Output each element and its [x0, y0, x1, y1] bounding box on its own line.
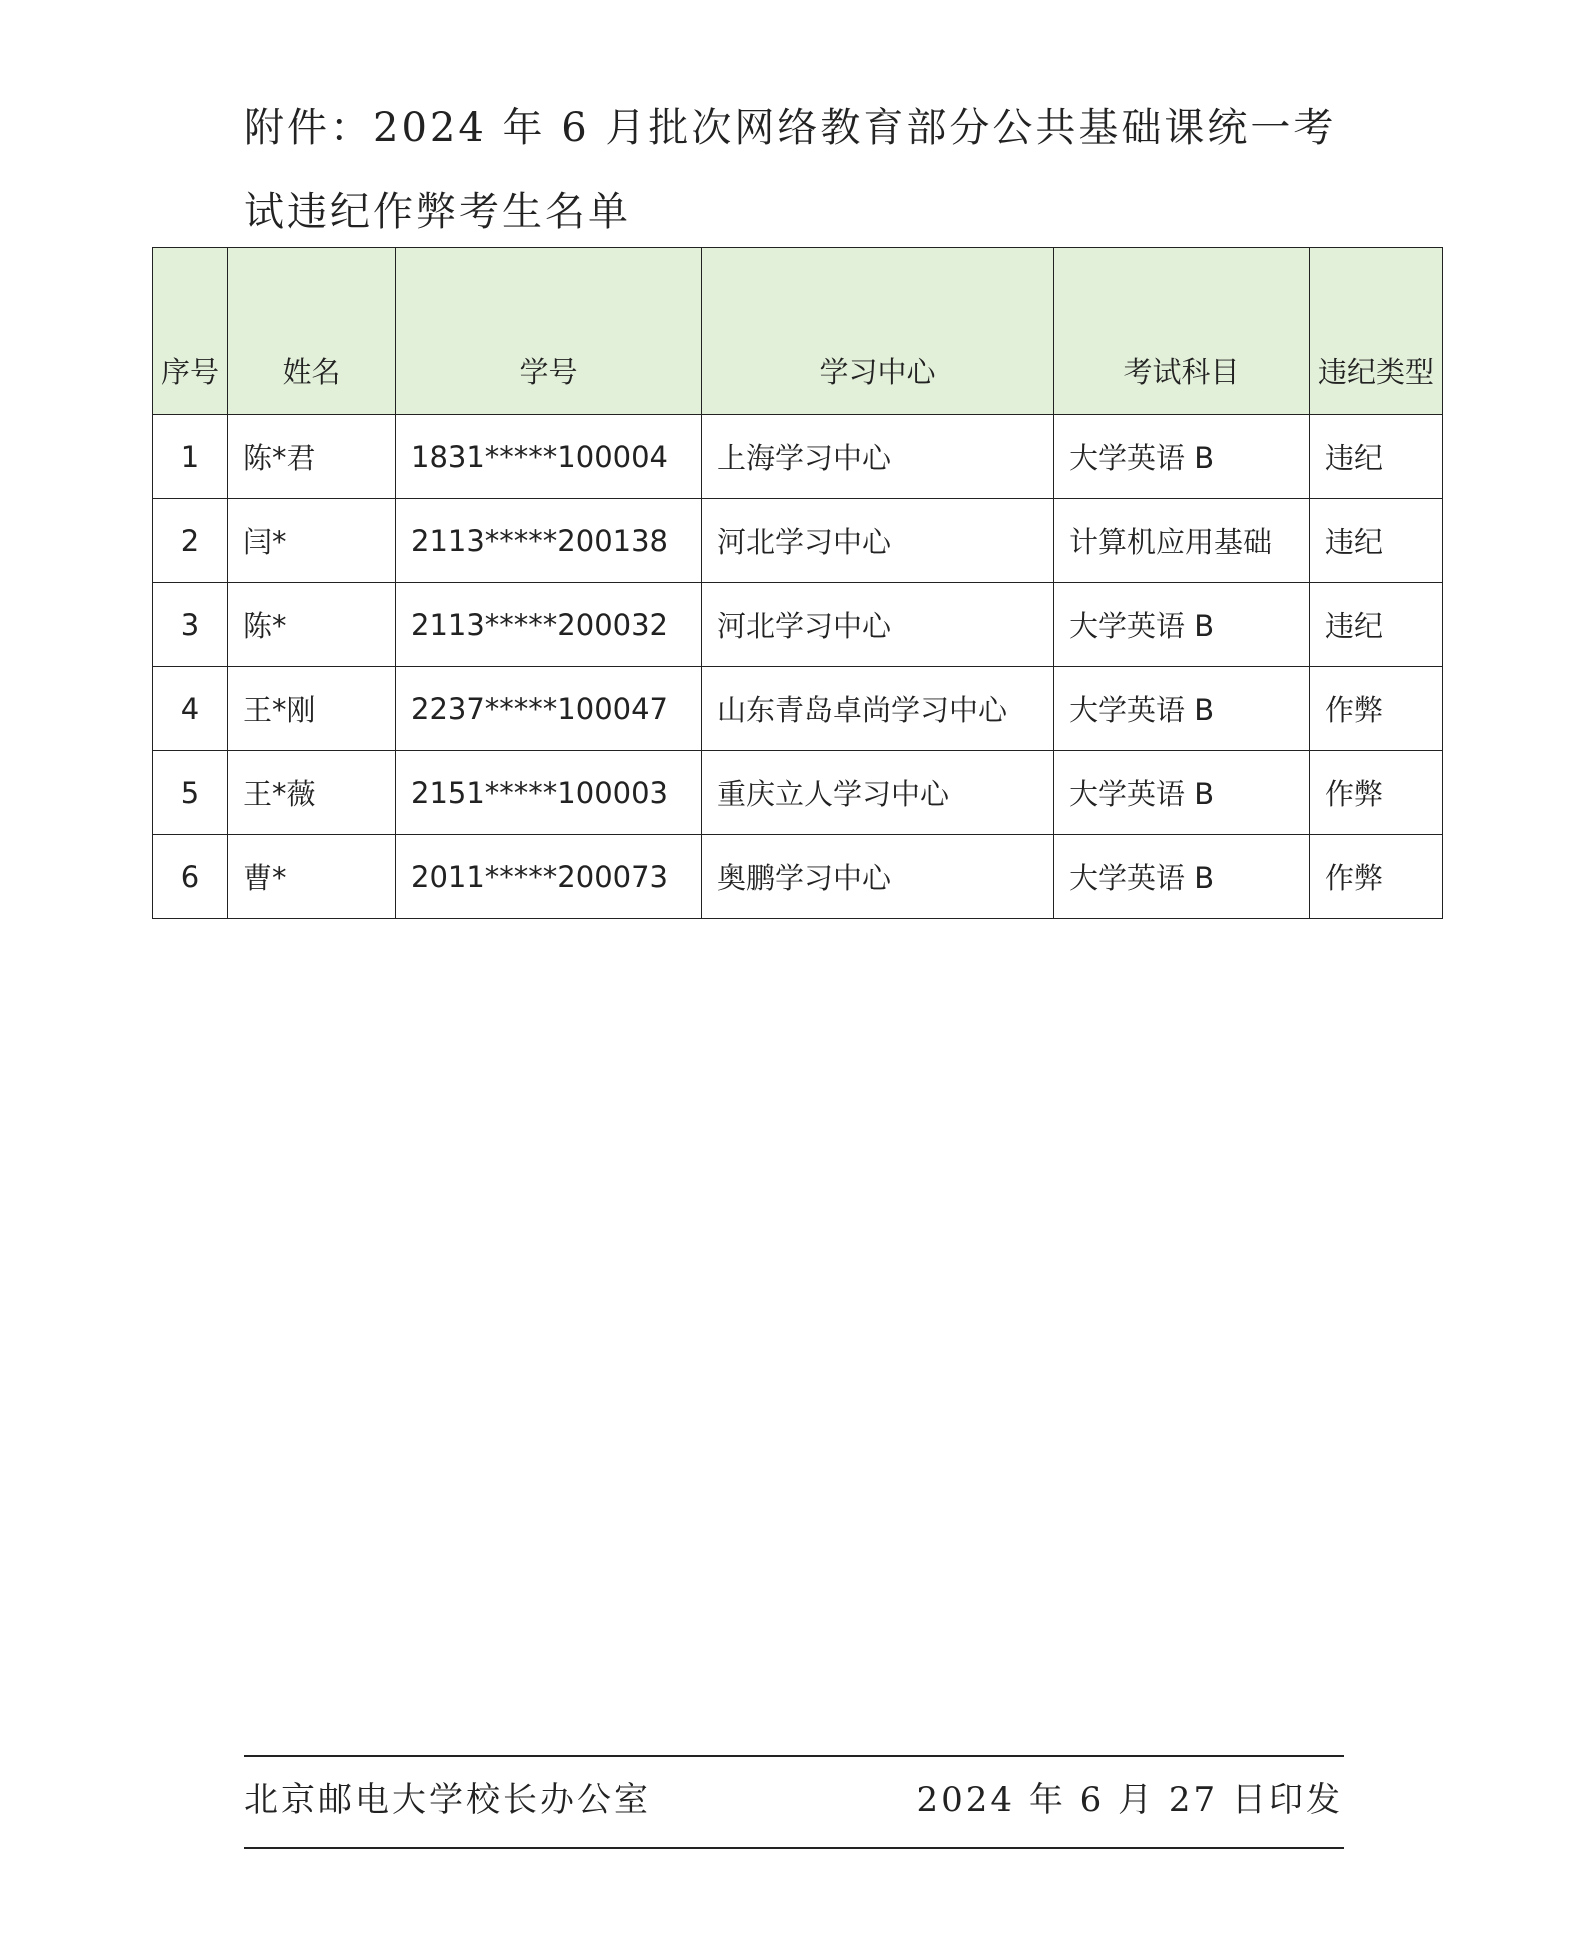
table-row — [153, 499, 1443, 583]
cell-center: 重庆立人学习中心 — [702, 751, 1054, 835]
cell-violation: 违纪 — [1310, 499, 1443, 583]
cell-student-id: 2151*****100003 — [396, 751, 702, 835]
footer-bottom-rule — [244, 1847, 1344, 1849]
cell-violation: 违纪 — [1310, 583, 1443, 667]
header-student-id: 学号 — [396, 248, 702, 415]
cell-center: 奥鹏学习中心 — [702, 835, 1054, 919]
table-row — [153, 415, 1443, 499]
cell-violation: 违纪 — [1310, 415, 1443, 499]
cell-index: 3 — [153, 583, 228, 667]
cell-index: 2 — [153, 499, 228, 583]
footer-date: 2024 年 6 月 27 日印发 — [916, 1780, 1343, 1820]
footer-top-rule — [244, 1755, 1344, 1757]
cell-center: 河北学习中心 — [702, 499, 1054, 583]
cell-center: 河北学习中心 — [702, 583, 1054, 667]
cell-name: 曹* — [228, 835, 396, 919]
header-violation: 违纪类型 — [1310, 248, 1443, 415]
table-header-row — [153, 248, 1443, 415]
cell-student-id: 2011*****200073 — [396, 835, 702, 919]
cell-name: 陈* — [228, 583, 396, 667]
header-subject: 考试科目 — [1054, 248, 1310, 415]
cell-index: 6 — [153, 835, 228, 919]
cell-subject: 计算机应用基础 — [1054, 499, 1310, 583]
cell-center: 山东青岛卓尚学习中心 — [702, 667, 1054, 751]
cell-violation: 作弊 — [1310, 751, 1443, 835]
header-name: 姓名 — [228, 248, 396, 415]
cell-student-id: 2237*****100047 — [396, 667, 702, 751]
cell-index: 1 — [153, 415, 228, 499]
cell-index: 4 — [153, 667, 228, 751]
header-center: 学习中心 — [702, 248, 1054, 415]
cell-name: 闫* — [228, 499, 396, 583]
violation-table — [152, 247, 1443, 919]
cell-name: 王*刚 — [228, 667, 396, 751]
header-index: 序号 — [153, 248, 228, 415]
cell-subject: 大学英语 B — [1054, 583, 1310, 667]
table-row — [153, 751, 1443, 835]
document-title: 附件：2024 年 6 月批次网络教育部分公共基础课统一考试违纪作弊考生名单 — [244, 105, 1337, 235]
cell-subject: 大学英语 B — [1054, 835, 1310, 919]
cell-subject: 大学英语 B — [1054, 667, 1310, 751]
cell-subject: 大学英语 B — [1054, 415, 1310, 499]
table-row — [153, 835, 1443, 919]
table-row — [153, 583, 1443, 667]
footer-issuer: 北京邮电大学校长办公室 — [244, 1780, 651, 1820]
cell-index: 5 — [153, 751, 228, 835]
table-row — [153, 667, 1443, 751]
cell-violation: 作弊 — [1310, 667, 1443, 751]
cell-violation: 作弊 — [1310, 835, 1443, 919]
cell-student-id: 2113*****200138 — [396, 499, 702, 583]
cell-center: 上海学习中心 — [702, 415, 1054, 499]
cell-student-id: 2113*****200032 — [396, 583, 702, 667]
cell-name: 陈*君 — [228, 415, 396, 499]
cell-student-id: 1831*****100004 — [396, 415, 702, 499]
cell-name: 王*薇 — [228, 751, 396, 835]
cell-subject: 大学英语 B — [1054, 751, 1310, 835]
